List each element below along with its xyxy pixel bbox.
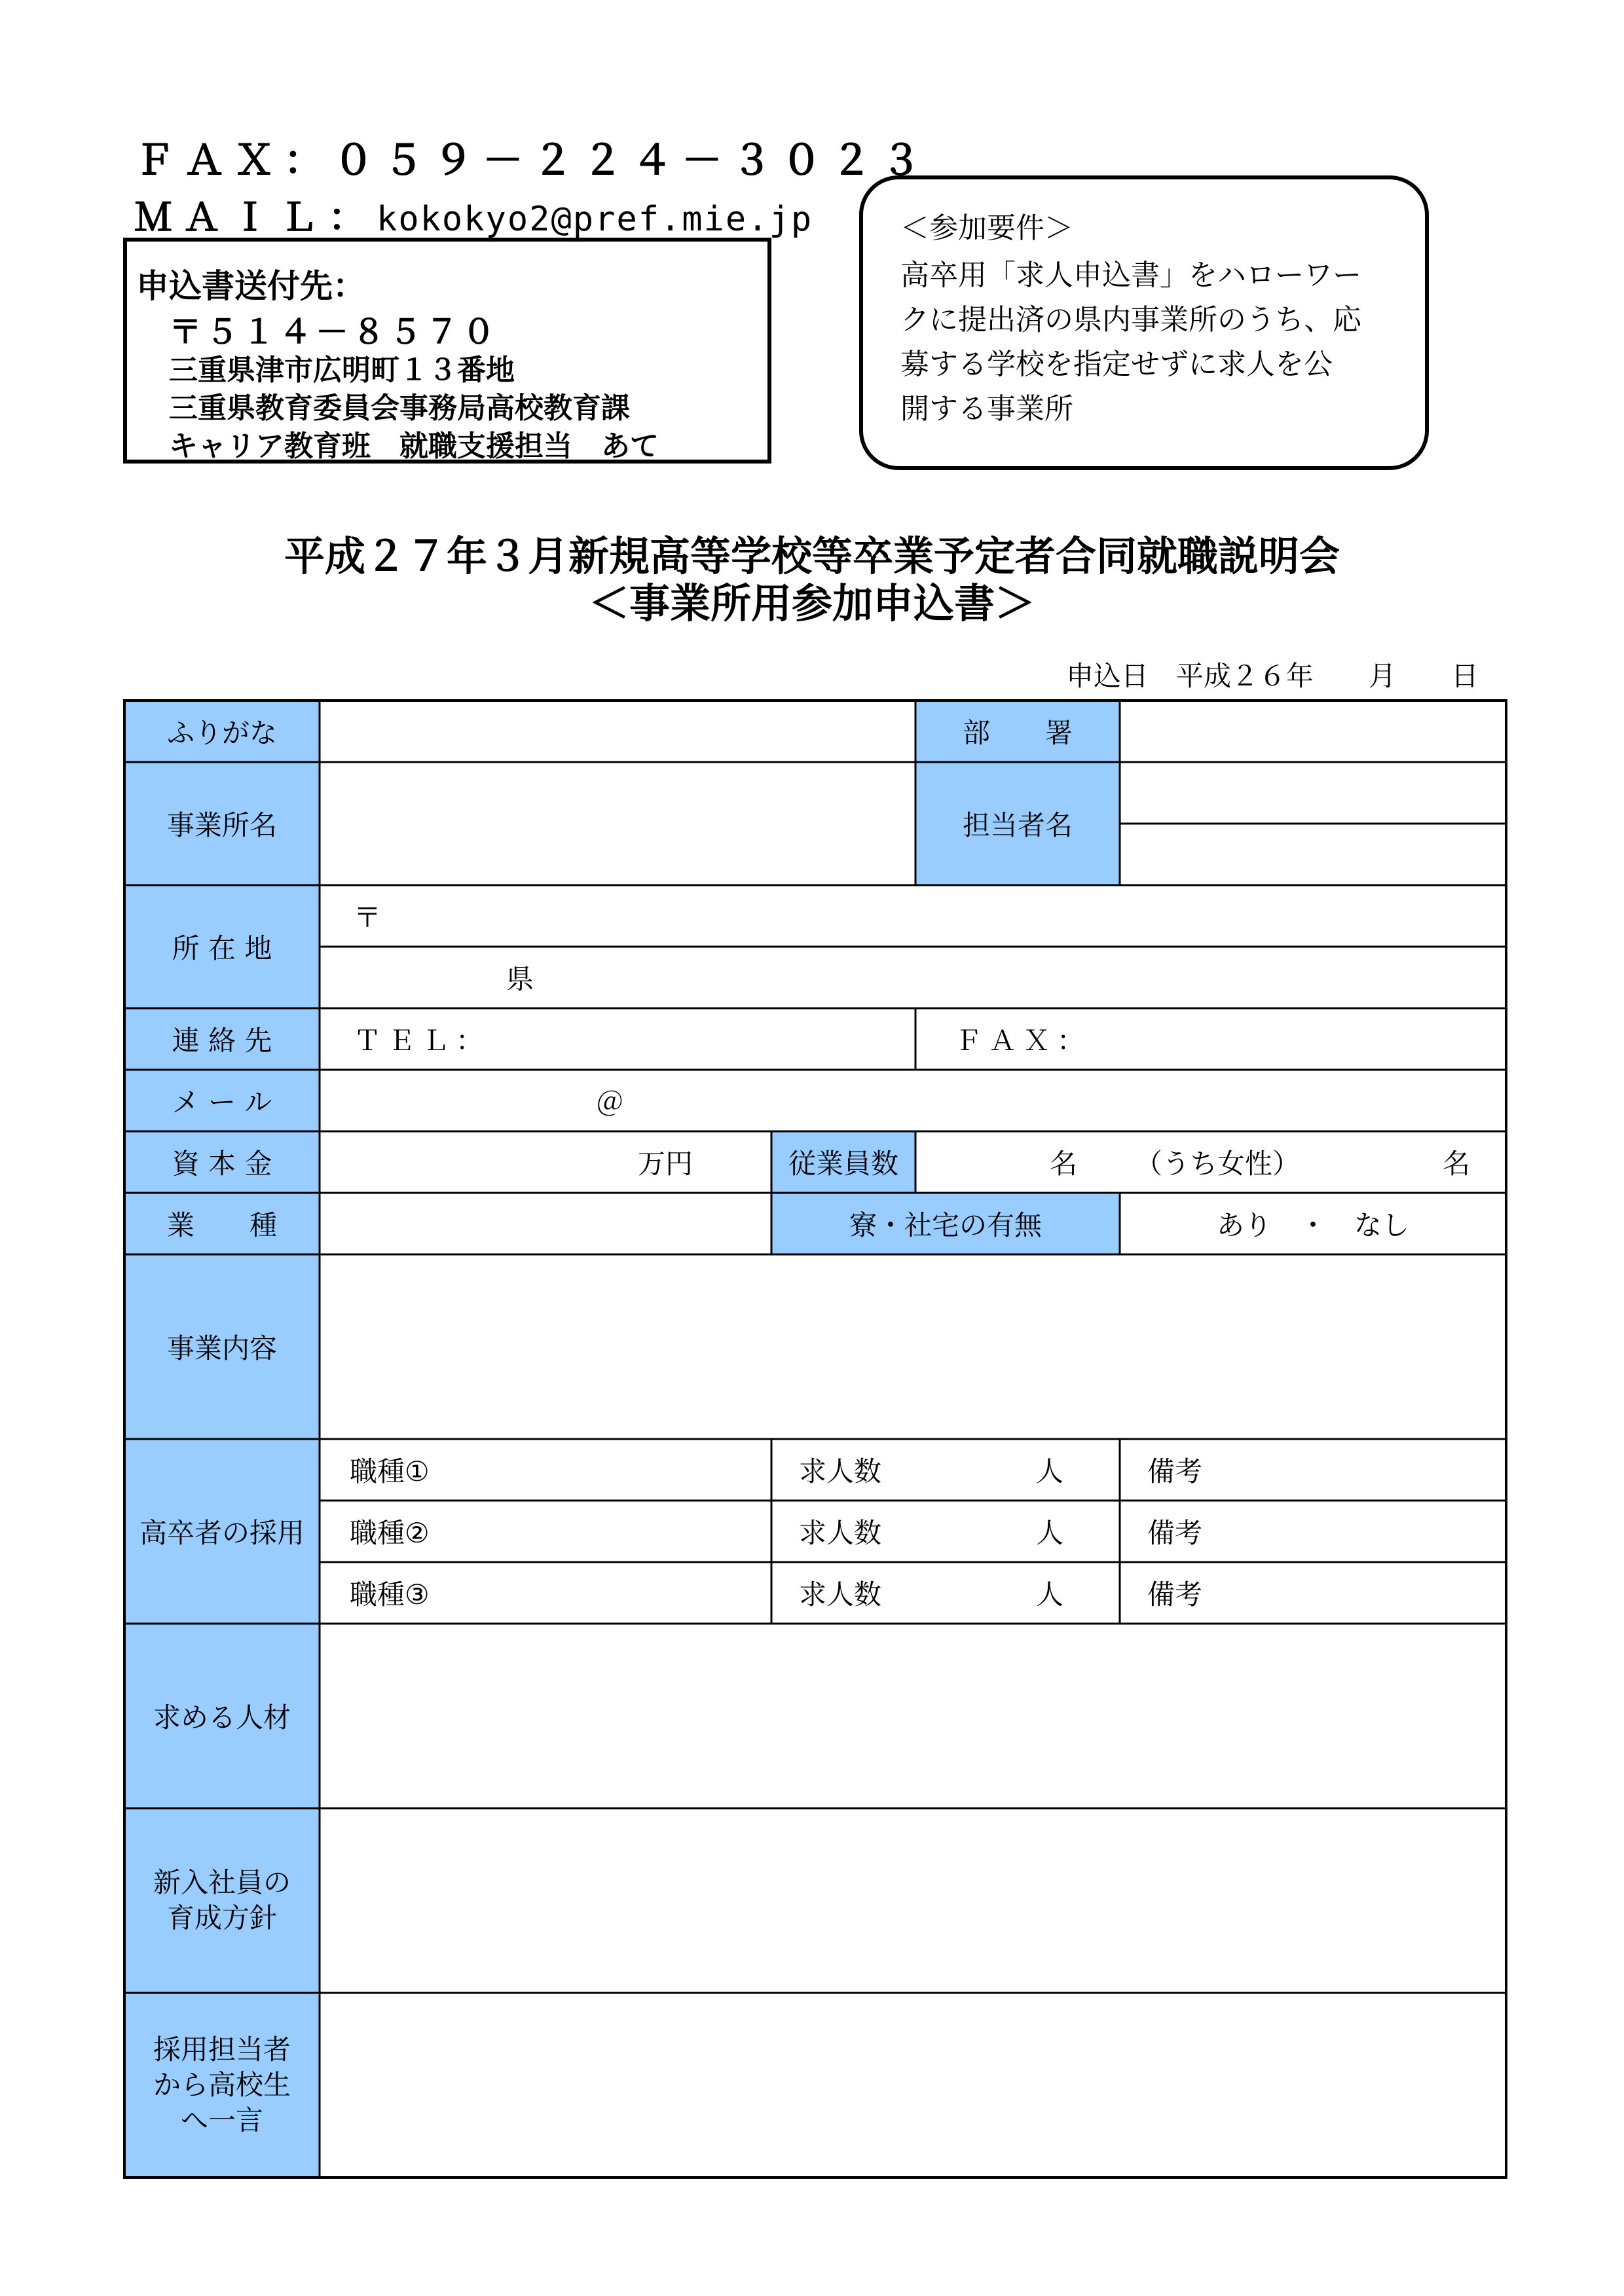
fax-field-label: ＦＡＸ： — [955, 1025, 1092, 1057]
business-label: 事業内容 — [124, 1254, 320, 1439]
job-type-label: 職種② — [350, 1517, 430, 1549]
send-to-office: 三重県教育委員会事務局高校教育課 — [169, 392, 630, 425]
person-in-charge-label: 担当者名 — [915, 762, 1120, 885]
page-title: 平成２７年３月新規高等学校等卒業予定者合同就職説明会 — [284, 532, 1340, 580]
job-note-label: 備考 — [1147, 1578, 1203, 1611]
message-label-line: へ一言 — [180, 2104, 263, 2136]
hs-hiring-label: 高卒者の採用 — [124, 1439, 320, 1624]
application-date[interactable]: 申込日 平成２６年 月 日 — [1065, 660, 1479, 692]
mail-address[interactable]: kokokyo2@pref.mie.jp — [377, 200, 813, 239]
employees-label: 従業員数 — [771, 1131, 915, 1193]
openings-unit: 人 — [1036, 1578, 1064, 1611]
mail-field-label: メ ー ル — [124, 1070, 320, 1131]
fax-label: ＦＡＸ： — [134, 136, 334, 184]
send-to-postal: 〒５１４－８５７０ — [169, 313, 499, 351]
send-to-team: キャリア教育班 就職支援担当 あて — [169, 429, 659, 463]
openings-unit: 人 — [1036, 1455, 1064, 1487]
requirements-line: 高卒用「求人申込書」をハローワー — [900, 259, 1361, 292]
page-subtitle: ＜事業所用参加申込書＞ — [588, 579, 1035, 627]
furigana-label: ふりがな — [124, 701, 320, 762]
requirements-line: 開する事業所 — [900, 392, 1073, 426]
contact-label: 連 絡 先 — [124, 1008, 320, 1070]
of-which-female-label: （うち女性） — [1135, 1148, 1301, 1180]
send-to-address: 三重県津市広明町１３番地 — [169, 354, 515, 387]
at-sign: ＠ — [596, 1086, 624, 1118]
tel-label: ＴＥＬ： — [354, 1025, 490, 1057]
prefecture-suffix: 県 — [506, 963, 534, 995]
yes-no-options[interactable]: あり ・ なし — [1216, 1209, 1409, 1241]
openings-label: 求人数 — [799, 1517, 882, 1549]
location-label: 所 在 地 — [124, 885, 320, 1008]
wanted-talent-label: 求める人材 — [124, 1624, 320, 1808]
send-to-title: 申込書送付先： — [136, 267, 365, 305]
employees-unit: 名 — [1050, 1148, 1078, 1180]
department-label: 部 署 — [915, 701, 1120, 762]
capital-label: 資 本 金 — [124, 1131, 320, 1193]
postal-mark: 〒 — [354, 902, 382, 934]
openings-label: 求人数 — [799, 1455, 882, 1487]
message-label-line: から高校生 — [153, 2069, 291, 2101]
job-note-label: 備考 — [1147, 1455, 1203, 1487]
job-type-label: 職種③ — [350, 1578, 430, 1611]
openings-label: 求人数 — [799, 1578, 882, 1611]
job-type-label: 職種① — [350, 1455, 430, 1487]
openings-unit: 人 — [1036, 1517, 1064, 1549]
job-note-label: 備考 — [1147, 1517, 1203, 1549]
message-label-line: 採用担当者 — [153, 2033, 291, 2066]
industry-label: 業 種 — [124, 1193, 320, 1254]
training-policy-label-line: 育成方針 — [166, 1902, 277, 1934]
training-policy-label-line: 新入社員の — [153, 1867, 291, 1899]
office-name-label: 事業所名 — [124, 762, 320, 885]
mail-label: ＭＡＩＬ： — [134, 195, 377, 240]
female-employees-unit: 名 — [1443, 1148, 1471, 1180]
fax-number: ０５９－２２４－３０２３ — [333, 136, 931, 184]
requirements-title: ＜参加要件＞ — [900, 211, 1073, 245]
man-yen-unit: 万円 — [638, 1148, 693, 1180]
requirements-line: 募する学校を指定せずに求人を公 — [900, 348, 1333, 381]
dormitory-label: 寮・社宅の有無 — [771, 1193, 1120, 1254]
requirements-line: クに提出済の県内事業所のうち、応 — [900, 303, 1361, 337]
